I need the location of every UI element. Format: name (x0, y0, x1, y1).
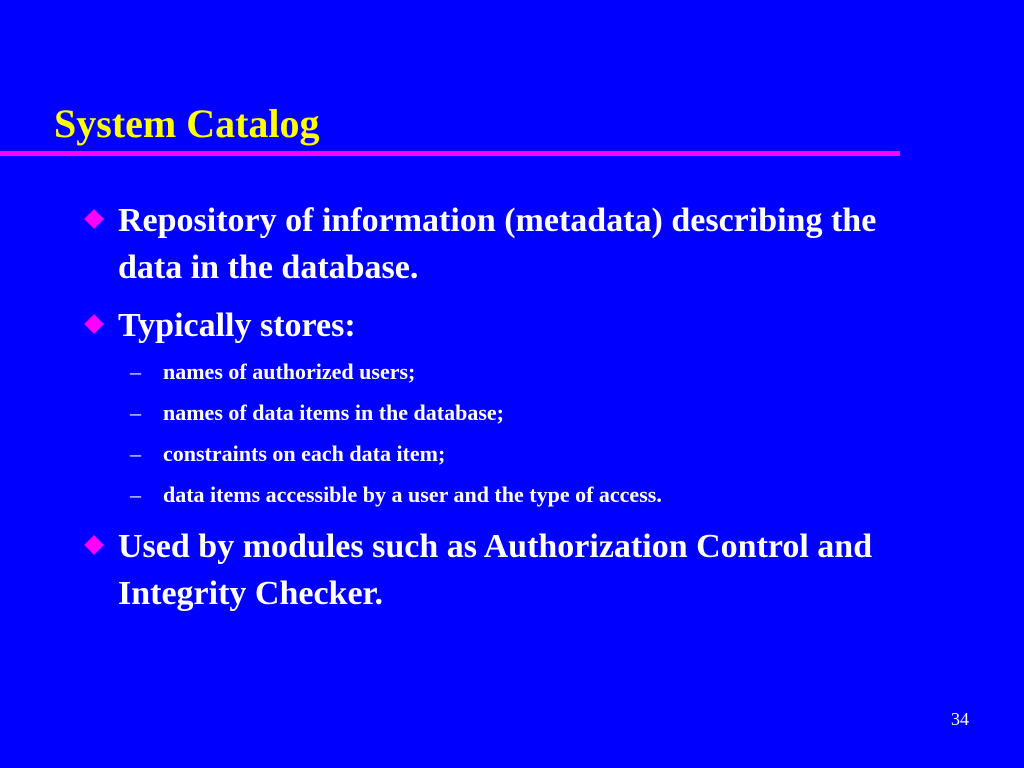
diamond-bullet-icon (84, 314, 104, 334)
sub-bullet-item (130, 398, 504, 428)
sub-bullet-text: data items accessible by a user and the type of access. (163, 482, 662, 507)
bullet-item (118, 302, 878, 349)
sub-bullet-item (130, 439, 446, 469)
slide-title: System Catalog (54, 101, 320, 146)
dash-icon: – (130, 359, 141, 384)
sub-bullet-text: names of authorized users; (163, 359, 416, 384)
bullet-item (118, 197, 878, 291)
sub-bullet-text: names of data items in the database; (163, 400, 504, 425)
sub-bullet-item (130, 480, 662, 510)
bullet-text: Typically stores: (118, 307, 356, 344)
dash-icon: – (130, 441, 141, 466)
diamond-bullet-icon (84, 209, 104, 229)
dash-icon: – (130, 400, 141, 425)
dash-icon: – (130, 482, 141, 507)
page-number: 34 (951, 709, 969, 729)
sub-bullet-item (130, 357, 416, 387)
bullet-text: Used by modules such as Authorization Control and Integrity Checker. (118, 528, 873, 612)
title-underline-rule (0, 151, 900, 156)
bullet-text: Repository of information (metadata) describing the data in the database. (118, 202, 877, 286)
sub-bullet-text: constraints on each data item; (163, 441, 446, 466)
diamond-bullet-icon (84, 535, 104, 555)
bullet-item (118, 523, 878, 617)
